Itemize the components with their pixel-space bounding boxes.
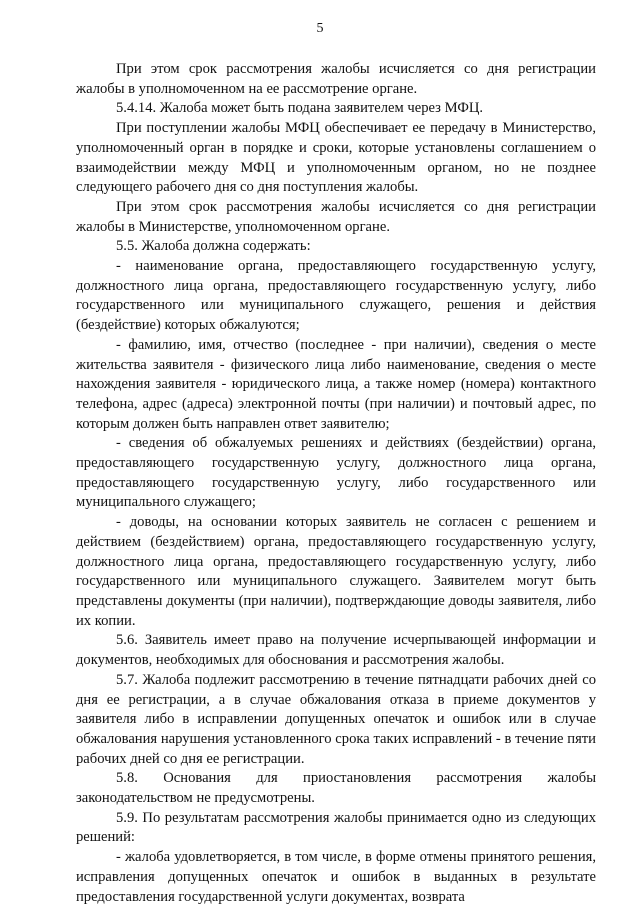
list-item: - доводы, на основании которых заявитель не согласен с решением и действием (бездействием) органа, предоставляющего государственную услугу, должностного лица органа, предоставляющего государственную услугу, либо государственного или муниципального служащего. Заявителем могут быть представлены документы (при наличии), подтверждающие доводы заявителя, либо их копии. xyxy=(76,514,596,629)
list-item: - сведения об обжалуемых решениях и действиях (бездействии) органа, предоставляющего государственную услугу, должностного лица органа, предоставляющего государственную услугу, либо государственного или муниципального служащего; xyxy=(76,435,596,511)
paragraph: При этом срок рассмотрения жалобы исчисляется со дня регистрации жалобы в Министерстве, уполномоченном органе. xyxy=(76,198,596,235)
list-item: - фамилию, имя, отчество (последнее - при наличии), сведения о месте жительства заявителя - физического лица либо наименование, сведения о месте нахождения заявителя - юридического лица, а также номер (номера) контактного телефона, адрес (адреса) электронной почты (при наличии) и почтовый адрес, по которым должен быть направлен ответ заявителю; xyxy=(76,336,596,432)
paragraph: 5.5. Жалоба должна содержать: xyxy=(116,238,311,255)
paragraph: При этом срок рассмотрения жалобы исчисляется со дня регистрации жалобы в уполномоченном на ее рассмотрение органе. xyxy=(76,61,596,97)
paragraph: 5.7. Жалоба подлежит рассмотрению в течение пятнадцати рабочих дней со дня ее регистрации, а в случае обжалования отказа в приеме документов у заявителя либо в исправлении допущенных опечаток и ошибок или в случае обжалования нарушения установленного срока таких исправлений - в течение пяти рабочих дней со дня ее регистрации. xyxy=(76,671,596,767)
paragraph: При поступлении жалобы МФЦ обеспечивает ее передачу в Министерство, уполномоченный орган в порядке и сроки, которые установлены соглашением о взаимодействии между МФЦ и уполномоченным органом, но не позднее следующего рабочего дня со дня поступления жалобы. xyxy=(76,120,596,196)
document-body xyxy=(76,60,596,907)
list-item: - наименование органа, предоставляющего государственную услугу, должностного лица органа, предоставляющего государственную услугу, либо государственного или муниципального служащего, решения и действия (бездействие) которых обжалуются; xyxy=(76,258,596,334)
paragraph: 5.9. По результатам рассмотрения жалобы принимается одно из следующих решений: xyxy=(76,809,596,846)
paragraph: 5.6. Заявитель имеет право на получение исчерпывающей информации и документов, необходимых для обоснования и рассмотрения жалобы. xyxy=(76,632,596,669)
paragraph: 5.4.14. Жалоба может быть подана заявителем через МФЦ. xyxy=(116,100,484,117)
list-item: - жалоба удовлетворяется, в том числе, в форме отмены принятого решения, исправления допущенных опечаток и ошибок в выданных в результате предоставления государственной услуги документах, возврата xyxy=(76,849,596,905)
paragraph: 5.8. Основания для приостановления рассмотрения жалобы законодательством не предусмотрены. xyxy=(76,770,596,807)
page-number: 5 xyxy=(316,21,324,36)
